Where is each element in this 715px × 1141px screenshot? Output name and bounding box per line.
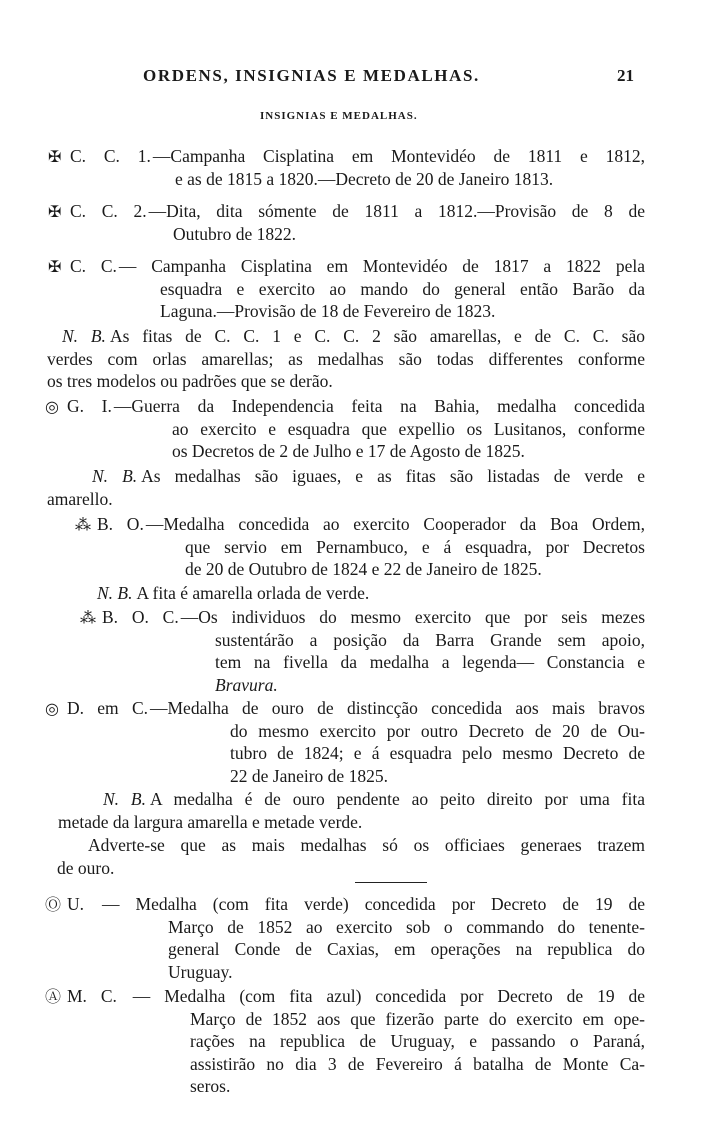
line-text: Bravura. xyxy=(215,674,278,695)
text-line xyxy=(175,168,553,190)
text-line xyxy=(45,893,645,915)
entry-abbreviation: U. xyxy=(67,894,85,914)
text-line xyxy=(190,1053,645,1075)
text-line xyxy=(75,513,645,535)
entry-abbreviation: B. O. C. xyxy=(102,607,179,627)
double-circle-icon: ◎ xyxy=(45,399,59,416)
line-text: A fita é amarella orlada de verde. xyxy=(136,583,370,603)
text-line xyxy=(80,606,645,628)
star-cross-icon: ⁂ xyxy=(80,610,96,627)
cross-pattee-icon: ✠ xyxy=(48,259,62,276)
text-line xyxy=(172,440,525,462)
line-text: rações na republica de Uruguay, e passando o Paraná, xyxy=(190,1031,645,1051)
text-line xyxy=(97,582,369,604)
text-line xyxy=(185,536,645,558)
entry-abbreviation: M. C. xyxy=(67,986,117,1006)
text-line xyxy=(185,558,542,580)
line-text: tubro de 1824; e á esquadra pelo mesmo Decreto de xyxy=(230,743,645,763)
section-divider xyxy=(355,882,427,883)
text-line xyxy=(57,857,114,879)
entry-abbreviation: C. C. 2. xyxy=(70,201,147,221)
text-line xyxy=(48,255,645,277)
text-line xyxy=(215,629,645,651)
line-text: general Conde de Caxias, em operações na republica do xyxy=(168,939,645,959)
text-line xyxy=(168,961,232,983)
line-text: os tres modelos ou padrões que se derão. xyxy=(47,371,333,391)
line-text: —Dita, dita sómente de 1811 a 1812.—Provisão de 8 de xyxy=(148,201,645,221)
text-line xyxy=(172,418,645,440)
double-circle-icon: ◎ xyxy=(45,701,59,718)
running-header: ORDENS, INSIGNIAS E MEDALHAS. xyxy=(143,66,480,85)
line-text: de ouro. xyxy=(57,857,115,878)
text-line xyxy=(230,742,645,764)
entry-abbreviation: C. C. 1. xyxy=(70,146,151,166)
line-text: Março de 1852 ao exercito sob o commando do tenente- xyxy=(168,916,645,937)
line-text: Adverte-se que as mais medalhas só os officiaes generaes trazem xyxy=(88,835,645,855)
entry-abbreviation: G. I. xyxy=(67,396,112,416)
line-text: ao exercito e esquadra que expellio os Lusitanos, conforme xyxy=(172,418,645,439)
page-number: 21 xyxy=(617,66,634,85)
line-text: As medalhas são iguaes, e as fitas são listadas de verde e xyxy=(141,466,645,486)
text-line xyxy=(160,300,495,322)
line-text: tem na fivella da medalha a legenda— Constancia e xyxy=(215,652,645,672)
entry-abbreviation: B. O. xyxy=(97,514,144,534)
line-text: Março de 1852 aos que fizerão parte do exercito em ope- xyxy=(190,1008,645,1029)
text-line xyxy=(168,916,645,938)
text-line xyxy=(45,985,645,1007)
text-line xyxy=(190,1075,230,1097)
text-line xyxy=(88,834,645,856)
line-text: —Campanha Cisplatina em Montevidéo de 1811 e 1812, xyxy=(152,146,645,166)
text-line xyxy=(62,325,645,347)
text-line xyxy=(190,1030,645,1052)
text-line xyxy=(173,223,296,245)
text-line xyxy=(92,465,645,487)
line-text: As fitas de C. C. 1 e C. C. 2 são amarellas, e de C. C. são xyxy=(109,326,645,346)
section-title: INSIGNIAS E MEDALHAS. xyxy=(260,110,418,122)
text-line xyxy=(47,370,333,392)
text-line xyxy=(58,811,362,833)
line-text: assistirão no dia 3 de Fevereiro á batalha de Monte Ca- xyxy=(190,1053,645,1074)
text-line xyxy=(230,765,388,787)
text-line xyxy=(48,145,645,167)
nota-bene-label: N. B. xyxy=(97,583,133,603)
line-text: de 20 de Outubro de 1824 e 22 de Janeiro de 1825. xyxy=(185,559,542,579)
line-text: A medalha é de ouro pendente ao peito direito por uma fita xyxy=(149,789,645,809)
line-text: sustentárão a posição da Barra Grande sem apoio, xyxy=(215,629,645,650)
line-text: amarello. xyxy=(47,488,113,509)
line-text: Laguna.—Provisão de 18 de Fevereiro de 1823. xyxy=(160,301,496,321)
text-line xyxy=(168,938,645,960)
line-text: Outubro de 1822. xyxy=(173,223,296,244)
text-line xyxy=(103,788,645,810)
text-line xyxy=(215,651,645,673)
nota-bene-label: N. B. xyxy=(103,789,146,809)
text-line xyxy=(45,697,645,719)
line-text: 22 de Janeiro de 1825. xyxy=(230,765,388,786)
cross-pattee-icon: ✠ xyxy=(48,149,62,166)
entry-abbreviation: C. C. xyxy=(70,256,117,276)
line-text: —Os individuos do mesmo exercito que por seis mezes xyxy=(180,607,645,627)
line-text: os Decretos de 2 de Julho e 17 de Agosto de 1825. xyxy=(172,441,525,461)
line-text: metade da largura amarella e metade verde. xyxy=(58,811,363,832)
line-text: esquadra e exercito ao mando do general então Barão da xyxy=(160,278,645,299)
line-text: —Guerra da Independencia feita na Bahia, medalha concedida xyxy=(113,396,645,416)
line-text: e as de 1815 a 1820.—Decreto de 20 de Janeiro 1813. xyxy=(175,168,554,189)
line-text: —Medalha concedida ao exercito Cooperador da Boa Ordem, xyxy=(145,514,645,534)
line-text: seros. xyxy=(190,1076,231,1096)
nota-bene-label: N. B. xyxy=(92,466,138,486)
star-cross-icon: ⁂ xyxy=(75,517,91,534)
cross-pattee-icon: ✠ xyxy=(48,204,62,221)
line-text: — Medalha (com fita verde) concedida por Decreto de 19 de xyxy=(86,894,645,914)
text-line xyxy=(215,674,278,696)
text-line xyxy=(47,488,113,510)
text-line xyxy=(45,395,645,417)
nota-bene-label: N. B. xyxy=(62,326,106,346)
text-line xyxy=(160,278,645,300)
circled-a-icon: Ⓐ xyxy=(45,989,62,1006)
circled-o-icon: Ⓞ xyxy=(45,897,62,914)
line-text: — Medalha (com fita azul) concedida por Decreto de 19 de xyxy=(118,986,645,1006)
text-line xyxy=(230,720,645,742)
line-text: — Campanha Cisplatina em Montevidéo de 1817 a 1822 pela xyxy=(118,256,645,276)
text-line xyxy=(48,200,645,222)
line-text: —Medalha de ouro de distincção concedida aos mais bravos xyxy=(150,698,645,718)
line-text: Uruguay. xyxy=(168,961,233,982)
line-text: verdes com orlas amarellas; as medalhas são todas differentes conforme xyxy=(47,348,645,369)
text-line xyxy=(47,348,645,370)
entry-abbreviation: D. em C. xyxy=(67,698,148,718)
text-line xyxy=(190,1008,645,1030)
line-text: que servio em Pernambuco, e á esquadra, por Decretos xyxy=(185,536,645,557)
line-text: do mesmo exercito por outro Decreto de 20 de Ou- xyxy=(230,720,645,741)
